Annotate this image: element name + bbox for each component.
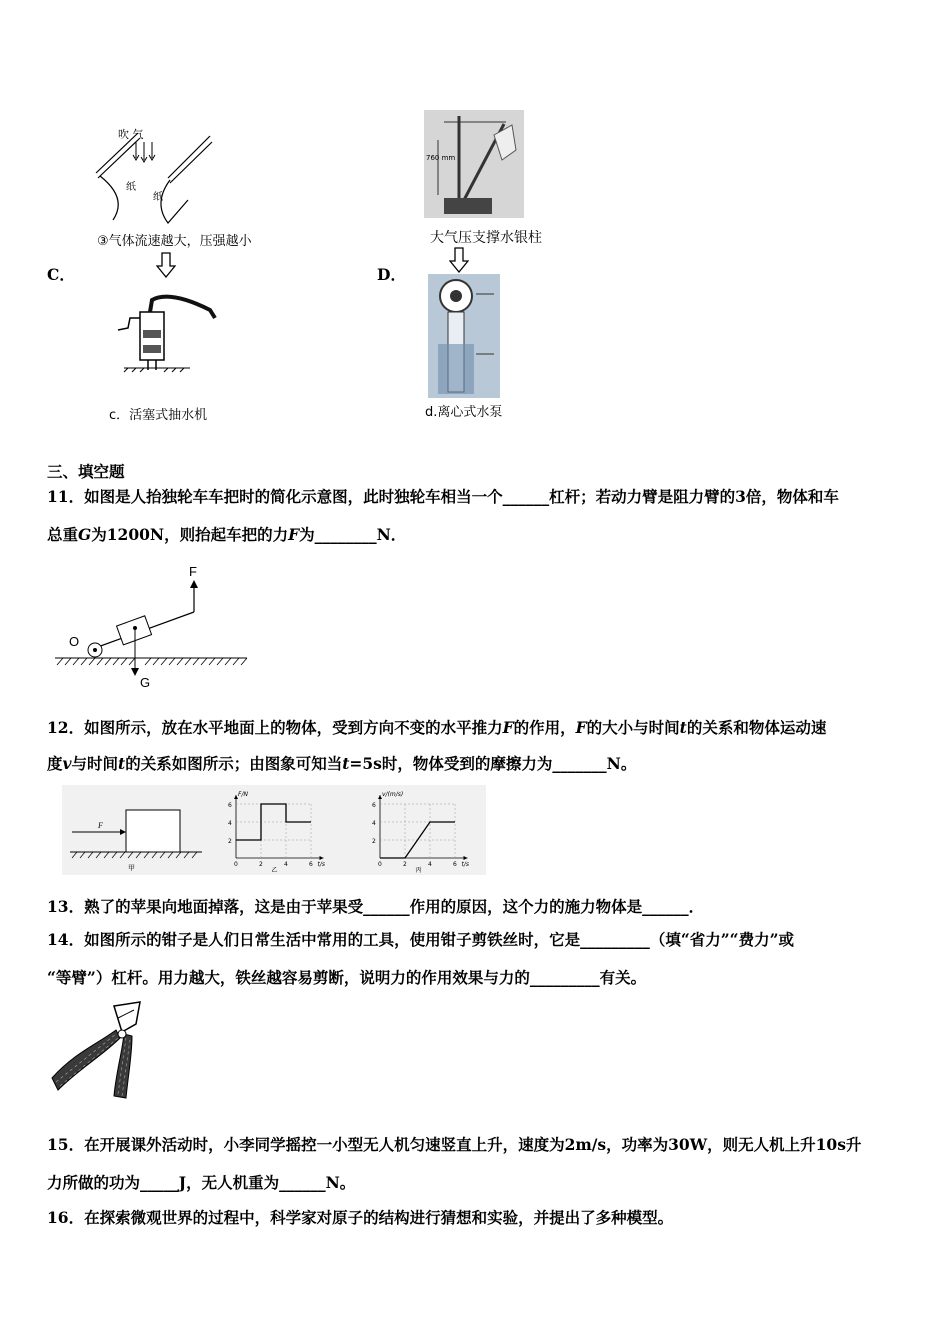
q15-line1: 15．在开展课外活动时，小李同学摇控一小型无人机匀速竖直上升，速度为2m/s，功率为30W，则无人机上升10s升 [47,1135,862,1154]
x-tick-label: 2 [259,861,263,868]
y-tick-label: 4 [228,820,232,827]
y-tick-label: 4 [372,820,376,827]
y-tick-label: 2 [228,838,232,845]
q12-line1: 12．如图所示，放在水平地面上的物体，受到方向不变的水平推力F的作用，F的大小与时间t的关系和物体运动速 [47,718,827,737]
x-axis-label: t/s [461,861,469,868]
x-tick-label: 6 [453,861,457,868]
force-F-label: F [189,564,197,579]
centrifugal-pump-figure [428,274,500,398]
y-tick-label: 2 [372,838,376,845]
q13-line1: 13．熟了的苹果向地面掉落，这是由于苹果受______作用的原因，这个力的施力物体是______． [47,897,705,916]
q15-line2: 力所做的功为_____J，无人机重为______N。 [47,1173,356,1192]
section-title: 三、填空题 [47,462,125,481]
q12-line2: 度v与时间t的关系如图所示；由图象可知当t=5s时，物体受到的摩擦力为_______N。 [47,754,637,773]
piston-pump-figure [110,290,230,380]
d-bottom-caption: d.离心式水泵 [425,405,503,420]
push-F-label: F [98,821,103,830]
d-top-caption: 大气压支撑水银柱 [430,230,542,246]
x-tick-label: 2 [403,861,407,868]
x-tick-label: 6 [309,861,313,868]
mm-label: 760 mm [426,154,456,162]
mercury-column-figure [424,110,524,218]
q11-line2: 总重G为1200N，则抬起车把的力F为________N． [47,525,407,544]
gravity-G-label: G [140,675,151,690]
paper-blow-figure [88,118,248,228]
option-d-letter: D． [377,265,406,284]
chart-caption: 乙 [271,867,278,874]
x-axis-arrow-icon [464,856,468,860]
q14-line2: “等臂”）杠杆。用力越大，铁丝越容易剪断，说明力的作用效果与力的_________有关。 [47,968,647,987]
series-line-v [380,822,455,858]
paper-label-2: 纸 [153,192,163,203]
q16-line1: 16．在探索微观世界的过程中，科学家对原子的结构进行猜想和实验，并提出了多种模型。 [47,1208,674,1227]
velocity-time-chart [366,788,486,874]
x-tick-label: 0 [378,861,382,868]
fig-a-caption: 甲 [128,864,135,872]
chart-caption: 丙 [415,867,422,874]
y-axis-label: F/N [238,791,248,798]
option-c-letter: C． [47,265,75,284]
q11-line1: 11．如图是人抬独轮车车把时的简化示意图，此时独轮车相当一个______杠杆；若动力臂是阻力臂的3倍，物体和车 [47,487,839,506]
c-bottom-caption: c．活塞式抽水机 [109,408,208,423]
block-push-figure [66,790,206,874]
x-axis-label: t/s [317,861,325,868]
pliers-figure [44,998,144,1102]
force-time-chart [222,788,342,874]
blow-label: 吹 气 [118,128,144,141]
wheelbarrow-figure [55,560,255,690]
c-down-arrow-icon [156,252,176,278]
y-tick-label: 6 [372,802,376,809]
x-tick-label: 4 [428,861,432,868]
paper-label-1: 纸 [126,182,136,193]
pivot-O-label: O [69,634,80,649]
y-axis-label: v/(m/s) [382,791,404,798]
q14-line1: 14．如图所示的钳子是人们日常生活中常用的工具，使用钳子剪铁丝时，它是_________（填“省力”“费力”或 [47,930,794,949]
d-down-arrow-icon [449,247,469,273]
y-tick-label: 6 [228,802,232,809]
c-top-caption: ③气体流速越大，压强越小 [97,234,252,249]
x-tick-label: 0 [234,861,238,868]
x-axis-arrow-icon [320,856,324,860]
x-tick-label: 4 [284,861,288,868]
